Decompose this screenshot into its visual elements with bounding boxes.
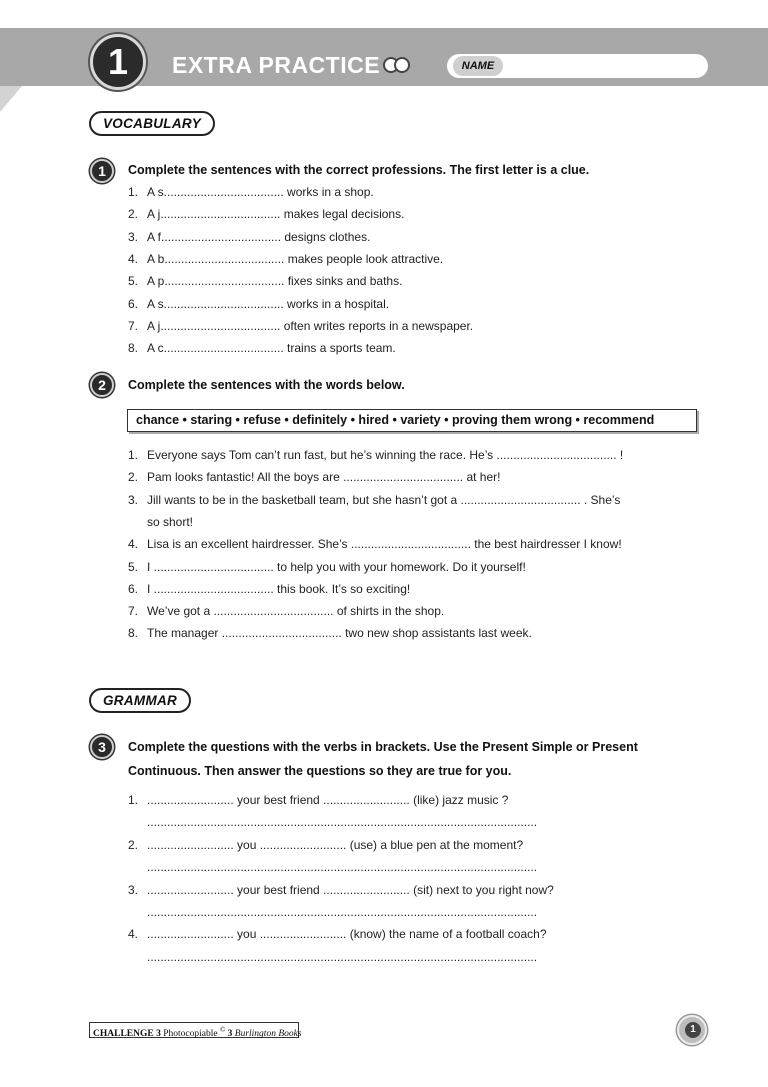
- exercise-item: [128, 838, 523, 852]
- exercise-item: [128, 604, 444, 618]
- section-grammar: GRAMMAR: [89, 688, 191, 713]
- footer-brand: CHALLENGE 3: [93, 1029, 161, 1040]
- exercise-item: [128, 950, 537, 964]
- name-label: NAME: [453, 56, 503, 76]
- exercise-3-instruction-line2: Continuous. Then answer the questions so they are true for you.: [128, 764, 512, 778]
- exercise-item: [128, 537, 622, 551]
- double-circle-icon: [383, 57, 405, 78]
- item-text: A c.................................... trains a sports team.: [147, 341, 396, 356]
- exercise-1-instruction: Complete the sentences with the correct professions. The first letter is a clue.: [128, 163, 590, 177]
- page-title: EXTRA PRACTICE: [172, 52, 381, 78]
- item-text: .......................... your best friend .......................... (sit) next to you right now?: [147, 882, 554, 897]
- exercise-item: [128, 207, 404, 221]
- exercise-item: [128, 560, 526, 574]
- exercise-item: [128, 626, 532, 640]
- item-number: 2.: [128, 837, 139, 852]
- exercise-item: [128, 319, 473, 333]
- exercise-2-instruction: Complete the sentences with the words below.: [128, 378, 405, 392]
- item-number: 4.: [128, 251, 139, 266]
- exercise-item: [128, 793, 508, 807]
- exercise-item: [128, 515, 193, 529]
- item-number: 8.: [128, 626, 139, 641]
- item-text: A b.................................... makes people look attractive.: [147, 251, 444, 266]
- item-number: 3.: [128, 492, 139, 507]
- item-text: .....................................................................................................................: [147, 815, 538, 830]
- item-number: 7.: [128, 318, 139, 333]
- section-vocabulary: VOCABULARY: [89, 111, 215, 136]
- exercise-item: [128, 927, 547, 941]
- item-text: .....................................................................................................................: [147, 860, 538, 875]
- item-number: 8.: [128, 341, 139, 356]
- page-number-badge: [677, 1015, 707, 1045]
- item-number: 1.: [128, 448, 139, 462]
- item-text: We’ve got a .................................... of shirts in the shop.: [147, 604, 445, 619]
- item-number: 1.: [128, 793, 139, 807]
- item-text: A j.................................... often writes reports in a newspaper.: [147, 318, 474, 333]
- exercise-3-number: 3: [90, 735, 114, 759]
- item-text: A j.................................... makes legal decisions.: [147, 207, 405, 222]
- item-text: .......................... your best friend .......................... (like) jazz music ?: [147, 793, 509, 807]
- footer-publisher: Burlington Books: [234, 1029, 302, 1040]
- exercise-item: [128, 252, 443, 266]
- exercise-item: [128, 860, 537, 874]
- exercise-item: [128, 493, 620, 507]
- footer-copyright: ©: [219, 1026, 226, 1034]
- exercise-item: [128, 883, 554, 897]
- word-box: chance • staring • refuse • definitely • hired • variety • proving them wrong • recommend: [127, 409, 697, 432]
- item-text: .....................................................................................................................: [147, 905, 538, 919]
- header-corner: [0, 86, 30, 116]
- item-number: 4.: [128, 927, 139, 942]
- item-text: .......................... you .......................... (use) a blue pen at the moment?: [147, 837, 524, 852]
- exercise-item: [128, 230, 370, 244]
- item-number: 5.: [128, 559, 139, 574]
- item-text: Lisa is an excellent hairdresser. She’s .................................... the best hairdresser I know!: [147, 537, 622, 552]
- unit-number-badge: 1: [90, 34, 146, 90]
- item-number: 3.: [128, 229, 139, 244]
- exercise-2-number: 2: [90, 373, 114, 397]
- item-text: so short!: [147, 514, 194, 529]
- item-number: 1.: [128, 185, 139, 199]
- page-number: 1: [685, 1022, 701, 1038]
- item-text: Jill wants to be in the basketball team, but she hasn’t got a .................................... . She’s: [147, 492, 621, 507]
- item-number: 6.: [128, 296, 139, 311]
- item-number: 5.: [128, 274, 139, 289]
- footer-number: 3: [227, 1029, 233, 1040]
- exercise-item: [128, 297, 389, 311]
- item-text: A s.................................... works in a hospital.: [147, 296, 390, 311]
- exercise-item: [128, 470, 500, 484]
- exercise-item: [128, 185, 374, 199]
- item-number: 2.: [128, 207, 139, 222]
- item-text: The manager .................................... two new shop assistants last week.: [147, 626, 532, 641]
- item-number: 7.: [128, 604, 139, 619]
- item-number: 4.: [128, 537, 139, 552]
- item-number: 3.: [128, 882, 139, 897]
- item-text: .....................................................................................................................: [147, 949, 538, 964]
- item-text: Pam looks fantastic! All the boys are .................................... at her!: [147, 470, 501, 485]
- exercise-1-number: 1: [90, 159, 114, 183]
- exercise-item: [128, 582, 410, 596]
- exercise-item: [128, 341, 396, 355]
- item-number: 6.: [128, 581, 139, 596]
- exercise-3-instruction-line1: Complete the questions with the verbs in brackets. Use the Present Simple or Present: [128, 740, 638, 754]
- item-text: A s.................................... works in a shop.: [147, 185, 374, 199]
- exercise-item: [128, 274, 402, 288]
- footer-text: Photocopiable: [163, 1029, 218, 1040]
- item-text: Everyone says Tom can’t run fast, but he’s winning the race. He’s .................................... !: [147, 448, 624, 462]
- item-number: 2.: [128, 470, 139, 485]
- item-text: A p.................................... fixes sinks and baths.: [147, 274, 403, 289]
- footer-credit: [89, 1022, 302, 1040]
- exercise-item: [128, 448, 623, 462]
- item-text: .......................... you .......................... (know) the name of a football coach?: [147, 927, 547, 942]
- item-text: A f.................................... designs clothes.: [147, 229, 371, 244]
- exercise-item: [128, 815, 537, 829]
- item-text: I .................................... this book. It’s so exciting!: [147, 581, 411, 596]
- exercise-item: [128, 905, 537, 919]
- item-text: I .................................... to help you with your homework. Do it yourself!: [147, 559, 526, 574]
